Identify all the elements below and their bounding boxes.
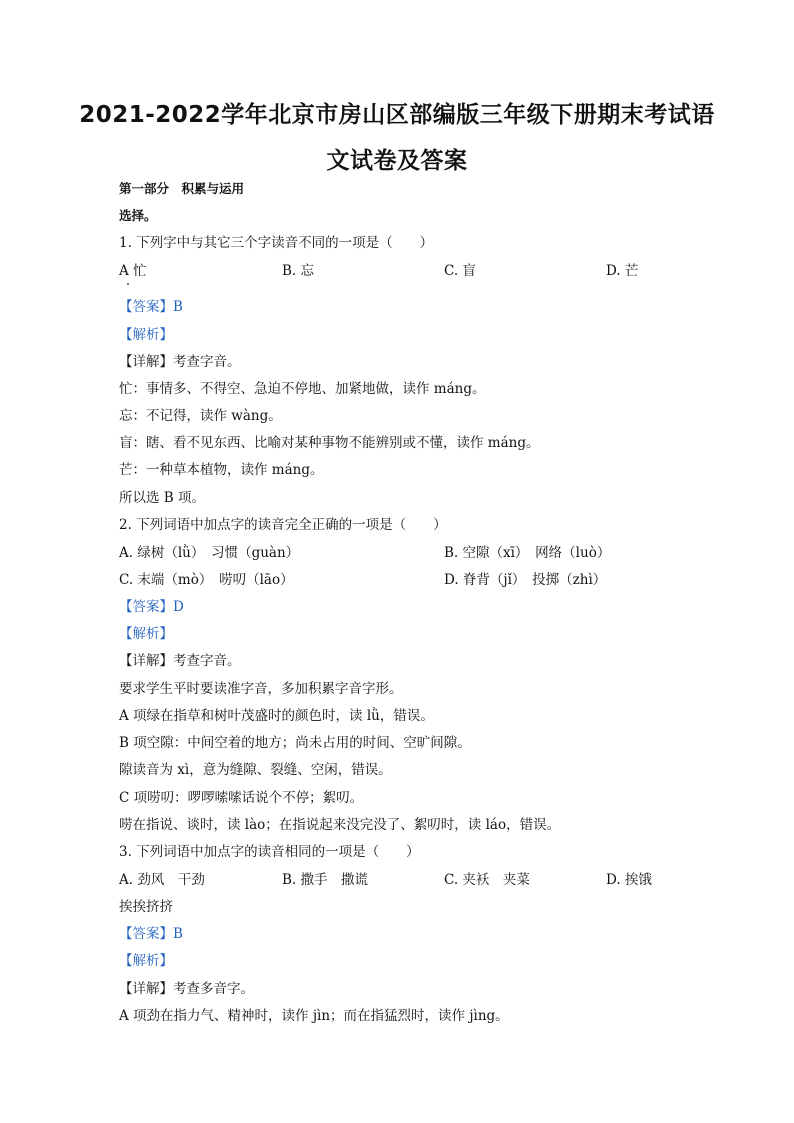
q2-option-d: D. 脊背（jǐ） 投掷（zhì） xyxy=(444,572,607,588)
document-title-line-1: 2021-2022学年北京市房山区部编版三年级下册期末考试语 xyxy=(79,102,715,128)
q1-stem: 1. 下列字中与其它三个字读音不同的一项是（ ） xyxy=(119,235,434,251)
q1-line-4: 芒：一种草本植物，读作 máng。 xyxy=(119,462,324,478)
q3-option-c: C. 夹袄 夹菜 xyxy=(444,872,530,888)
q3-answer: 【答案】B xyxy=(119,926,183,942)
q2-line-6: 唠在指说、谈时，读 lào；在指说起来没完没了、絮叨时，读 láo，错误。 xyxy=(119,817,561,833)
emphasis-dot xyxy=(127,283,129,285)
q2-line-3: B 项空隙：中间空着的地方；尚未占用的时间、空旷间隙。 xyxy=(119,735,471,751)
q3-option-d: D. 挨饿 xyxy=(606,872,652,888)
q3-line-1: A 项劲在指力气、精神时，读作 jìn；而在指猛烈时，读作 jìng。 xyxy=(119,1008,509,1024)
q1-line-2: 忘：不记得，读作 wàng。 xyxy=(119,408,282,424)
q1-line-3: 盲：瞎、看不见东西、比喻对某种事物不能辨别或不懂，读作 máng。 xyxy=(119,435,540,451)
q2-line-5: C 项唠叨：啰啰嗦嗦话说个不停；絮叨。 xyxy=(119,790,364,806)
q3-option-a: A. 劲风 干劲 xyxy=(119,872,205,888)
q2-line-2: A 项绿在指草和树叶茂盛时的颜色时，读 lǜ，错误。 xyxy=(119,708,434,724)
q2-line-4: 隙读音为 xì，意为缝隙、裂缝、空闲，错误。 xyxy=(119,762,392,778)
q1-answer: 【答案】B xyxy=(119,299,183,315)
q2-answer: 【答案】D xyxy=(119,599,184,615)
q2-option-c: C. 末端（mò） 唠叨（lāo） xyxy=(119,572,294,588)
q2-option-b: B. 空隙（xī） 网络（luò） xyxy=(444,545,611,561)
q3-option-d-wrap: 挨挨挤挤 xyxy=(119,899,173,915)
q2-detail: 【详解】考查字音。 xyxy=(119,653,241,669)
q2-line-1: 要求学生平时要读准字音，多加积累字音字形。 xyxy=(119,681,403,697)
q1-option-b: B. 忘 xyxy=(282,263,315,279)
q1-line-1: 忙：事情多、不得空、急迫不停地、加紧地做，读作 máng。 xyxy=(119,381,486,397)
q1-line-5: 所以选 B 项。 xyxy=(119,490,206,506)
q3-detail: 【详解】考查多音字。 xyxy=(119,981,254,997)
q3-stem: 3. 下列词语中加点字的读音相同的一项是（ ） xyxy=(119,844,420,860)
section-heading: 第一部分 积累与运用 xyxy=(119,181,245,196)
q1-detail: 【详解】考查字音。 xyxy=(119,354,241,370)
q3-option-b: B. 撒手 撒谎 xyxy=(282,872,369,888)
q1-analysis-label: 【解析】 xyxy=(119,327,173,343)
q1-option-c: C. 盲 xyxy=(444,263,476,279)
q1-option-a: A 忙 xyxy=(119,263,147,279)
q2-stem: 2. 下列词语中加点字的读音完全正确的一项是（ ） xyxy=(119,517,447,533)
q1-option-d: D. 芒 xyxy=(606,263,639,279)
q2-analysis-label: 【解析】 xyxy=(119,626,173,642)
document-title-line-2: 文试卷及答案 xyxy=(326,148,468,174)
q2-option-a: A. 绿树（lǜ） 习惯（guàn） xyxy=(119,545,300,561)
q3-analysis-label: 【解析】 xyxy=(119,953,173,969)
subsection-heading: 选择。 xyxy=(119,208,157,223)
